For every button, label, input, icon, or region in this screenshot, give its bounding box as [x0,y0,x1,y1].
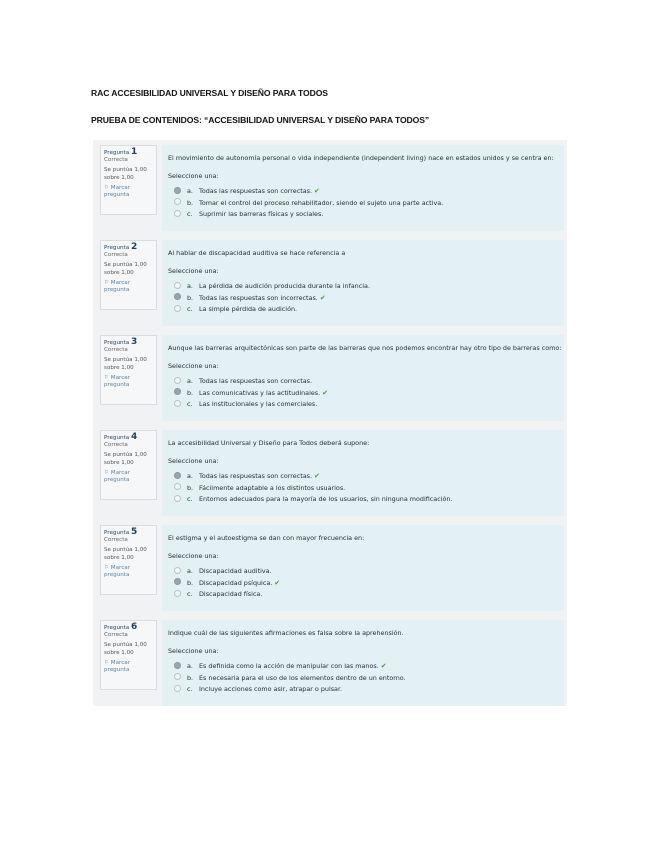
answer-prompt: Seleccione una: [168,552,219,560]
option-letter: b. [187,388,194,397]
question-text: El movimiento de autonomía personal o vida independiente (independent living) nace en estados unidos y se centra en: [168,154,554,162]
option-letter: a. [187,282,193,290]
question-score: Se puntúa 1,00 sobre 1,00 [104,452,147,466]
flag-question-label: Marcar pregunta [104,564,131,579]
option-text: La pérdida de audición producida durante la infancia. [199,282,370,290]
option-letter: c. [187,400,193,408]
question-score: Se puntúa 1,00 sobre 1,00 [104,262,147,276]
option-letter: a. [187,472,193,480]
flag-icon: ⚐ [104,374,110,381]
radio-button[interactable] [174,673,181,680]
question-panel [162,335,564,421]
question-number: 1 [130,147,138,157]
option-text: Todas las respuestas son correctas. [199,377,312,385]
option-letter: c. [187,210,193,218]
option-letter: b. [187,293,194,302]
check-icon: ✔ [274,578,281,587]
answer-option[interactable] [168,388,559,400]
option-text: Todas las respuestas son correctas. [199,472,312,480]
radio-button[interactable] [174,567,181,574]
question-panel [162,430,564,516]
radio-button[interactable] [174,662,181,669]
flag-question-link[interactable] [104,375,153,389]
question-block [93,430,567,520]
answer-option[interactable] [168,684,559,696]
option-letter: b. [187,483,194,492]
flag-question-label: Marcar pregunta [104,469,131,484]
answer-option[interactable] [168,209,559,221]
option-letter: a. [187,377,193,385]
option-text: Suprimir las barreras físicas y sociales. [199,210,324,218]
document-title: RAC ACCESIBILIDAD UNIVERSAL Y DISEÑO PARA TODOS [91,88,328,98]
option-text: Incluye acciones como asir, atrapar o pulsar. [199,685,343,693]
option-letter: a. [187,187,193,195]
radio-button[interactable] [174,388,181,395]
question-score: Se puntúa 1,00 sobre 1,00 [104,167,147,181]
question-info [100,335,157,405]
answer-option[interactable] [168,566,559,578]
flag-question-link[interactable] [104,280,153,294]
question-label: Pregunta [104,150,130,156]
check-icon: ✔ [380,662,387,670]
radio-button[interactable] [174,400,181,407]
answer-option[interactable] [168,376,559,388]
flag-question-label: Marcar pregunta [104,184,131,199]
radio-button[interactable] [174,483,181,490]
option-text: Discapacidad psíquica. [199,578,273,587]
answer-option[interactable] [168,304,559,316]
answer-option[interactable] [168,471,559,483]
question-label: Pregunta [104,625,130,631]
question-number: 6 [130,622,138,632]
option-text: La simple pérdida de audición. [199,305,298,313]
flag-question-link[interactable] [104,565,153,579]
question-state: Correcta [104,252,128,259]
option-letter: b. [187,198,194,207]
radio-button[interactable] [174,187,181,194]
option-letter: c. [187,590,193,598]
answer-options [168,661,559,696]
answer-options [168,186,559,221]
check-icon: ✔ [322,388,329,397]
option-letter: a. [187,567,193,575]
option-letter: a. [187,662,193,670]
radio-button[interactable] [174,685,181,692]
answer-options [168,376,559,411]
question-label: Pregunta [104,340,130,346]
answer-option[interactable] [168,186,559,198]
option-text: Todas las respuestas son incorrectas. [199,293,318,302]
answer-prompt: Seleccione una: [168,172,219,180]
question-info [100,240,157,310]
question-block [93,525,567,615]
question-score: Se puntúa 1,00 sobre 1,00 [104,547,147,561]
question-score: Se puntúa 1,00 sobre 1,00 [104,357,147,371]
question-info [100,430,157,500]
question-block [93,620,567,710]
question-panel [162,525,564,611]
answer-option[interactable] [168,578,559,590]
radio-button[interactable] [174,472,181,479]
option-text: Entornos adecuados para la mayoría de los usuarios, sin ninguna modificación. [199,495,453,503]
check-icon: ✔ [314,472,320,480]
answer-options [168,281,559,316]
option-text: Todas las respuestas son correctas. [199,187,312,195]
flag-question-link[interactable] [104,660,153,674]
question-label: Pregunta [104,435,130,441]
option-letter: c. [187,495,193,503]
radio-button[interactable] [174,282,181,289]
option-letter: c. [187,685,193,693]
option-text: Discapacidad auditiva. [199,567,272,575]
radio-button[interactable] [174,495,181,502]
question-text: La accesibilidad Universal y Diseño para Todos deberá supone: [168,439,370,447]
flag-question-label: Marcar pregunta [104,279,131,294]
option-text: Discapacidad física. [199,590,263,598]
question-label: Pregunta [104,245,130,251]
question-text: Aunque las barreras arquitectónicas son parte de las barreras que nos podemos encontrar hay otro tipo de barreras como: [168,344,562,352]
radio-button[interactable] [174,198,181,205]
question-panel [162,240,564,326]
answer-prompt: Seleccione una: [168,647,219,655]
flag-icon: ⚐ [104,564,110,571]
answer-option[interactable] [168,281,559,293]
flag-icon: ⚐ [104,279,110,286]
option-text: Es necesaria para el uso de los elementos dentro de un entorno. [199,673,406,682]
question-info [100,620,157,690]
question-state: Correcta [104,537,128,544]
question-block [93,335,567,425]
answer-option[interactable] [168,483,559,495]
flag-question-link[interactable] [104,470,153,484]
check-icon: ✔ [314,187,320,195]
document-subtitle: PRUEBA DE CONTENIDOS: “ACCESIBILIDAD UNIVERSAL Y DISEÑO PARA TODOS” [91,115,430,125]
option-text: Las institucionales y las comerciales. [199,400,318,408]
answer-options [168,566,559,601]
option-letter: b. [187,578,194,587]
question-state: Correcta [104,442,128,449]
question-state: Correcta [104,632,128,639]
flag-question-link[interactable] [104,185,153,199]
question-state: Correcta [104,347,128,354]
question-panel [162,145,564,231]
radio-button[interactable] [174,293,181,300]
answer-option[interactable] [168,673,559,685]
flag-question-label: Marcar pregunta [104,374,131,389]
question-number: 2 [130,242,138,252]
question-number: 5 [130,527,138,537]
question-number: 4 [130,432,138,442]
flag-icon: ⚐ [104,659,110,666]
answer-option[interactable] [168,293,559,305]
answer-option[interactable] [168,198,559,210]
question-state: Correcta [104,157,128,164]
option-text: Las comunicativas y las actitudinales. [199,388,321,397]
question-block [93,240,567,330]
option-letter: c. [187,305,193,313]
question-text: El estigma y el autoestigma se dan con mayor frecuencia en: [168,534,365,542]
option-text: Fácilmente adaptable a los distintos usuarios. [199,483,346,492]
answer-option[interactable] [168,661,559,673]
question-score: Se puntúa 1,00 sobre 1,00 [104,642,147,656]
question-text: Indique cuál de las siguientes afirmaciones es falsa sobre la aprehensión. [168,629,404,637]
answer-options [168,471,559,506]
question-panel [162,620,564,706]
question-number: 3 [130,337,138,347]
radio-button[interactable] [174,590,181,597]
flag-question-label: Marcar pregunta [104,659,131,674]
check-icon: ✔ [319,293,326,302]
answer-prompt: Seleccione una: [168,267,219,275]
answer-prompt: Seleccione una: [168,362,219,370]
flag-icon: ⚐ [104,469,110,476]
flag-icon: ⚐ [104,184,110,191]
option-text: Tomar el control del proceso rehabilitador, siendo el sujeto una parte activa. [199,198,444,207]
quiz-area [93,140,567,706]
question-info [100,525,157,595]
answer-prompt: Seleccione una: [168,457,219,465]
question-label: Pregunta [104,530,130,536]
answer-option[interactable] [168,399,559,411]
answer-option[interactable] [168,494,559,506]
answer-option[interactable] [168,589,559,601]
radio-button[interactable] [174,578,181,585]
option-letter: b. [187,673,194,682]
question-info [100,145,157,215]
radio-button[interactable] [174,377,181,384]
radio-button[interactable] [174,210,181,217]
question-block [93,145,567,235]
option-text: Es definida como la acción de manipular con las manos. [199,662,379,670]
question-text: Al hablar de discapacidad auditiva se hace referencia a [168,249,346,257]
radio-button[interactable] [174,305,181,312]
